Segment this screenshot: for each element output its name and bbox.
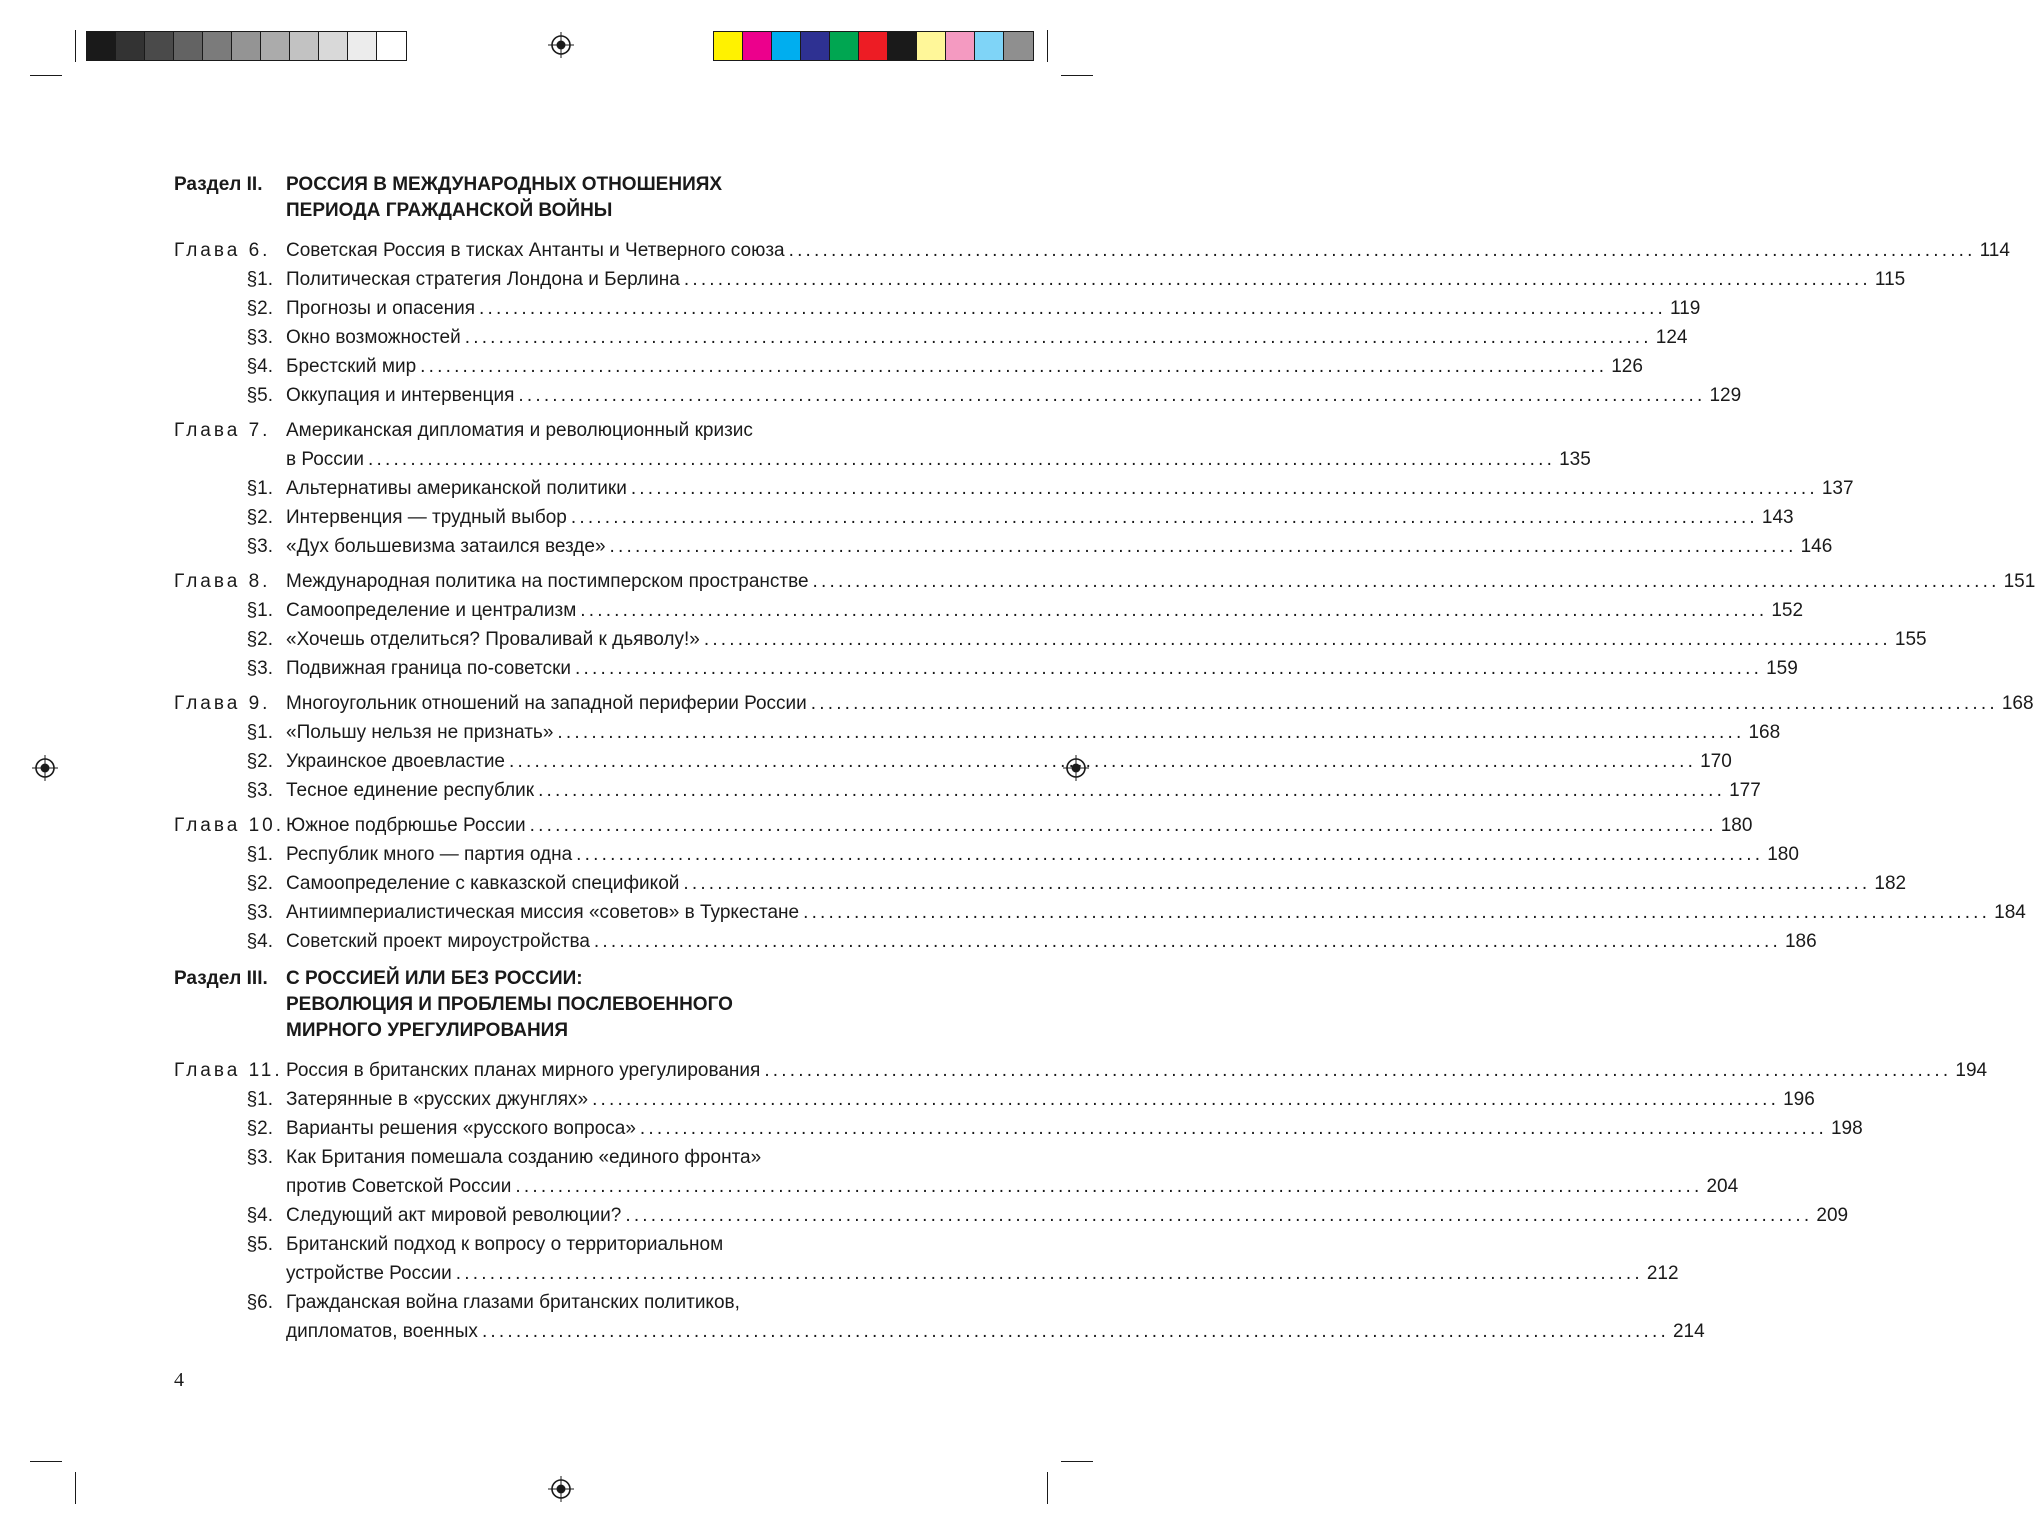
chapter-number: Глава 11. xyxy=(174,1060,283,1081)
section-title-line: ПЕРИОДА ГРАЖДАНСКОЙ ВОЙНЫ xyxy=(286,200,613,221)
entry-line xyxy=(286,1085,1815,1114)
page-ref: 143 xyxy=(1761,507,1794,528)
crop-mark-top-left-v xyxy=(75,30,76,62)
dot-leader: ............................................................................................................................................ xyxy=(812,571,2000,592)
entry-title: Советский проект мироустройства xyxy=(286,931,590,952)
gray-swatch xyxy=(377,32,406,60)
page-ref: 114 xyxy=(1979,240,2010,261)
entry-title: Антиимпериалистическая миссия «советов» в Туркестане xyxy=(286,902,800,923)
paragraph-number: §1. xyxy=(246,478,273,499)
dot-leader: ............................................................................................................................................ xyxy=(529,815,1717,836)
entry-title: Варианты решения «русского вопроса» xyxy=(286,1118,636,1139)
entry-line xyxy=(286,1056,1987,1085)
entry-body xyxy=(286,840,1799,869)
dot-leader: ............................................................................................................................................ xyxy=(368,449,1556,470)
entry-body xyxy=(286,532,1832,561)
dot-leader: ............................................................................................................................................ xyxy=(538,780,1726,801)
dot-leader: ............................................................................................................................................ xyxy=(625,1205,1813,1226)
paragraph-number: §3. xyxy=(246,902,273,923)
dot-leader: ............................................................................................................................................ xyxy=(803,902,1991,923)
entry-line xyxy=(286,236,2010,265)
gray-swatch xyxy=(232,32,261,60)
paragraph-number: §2. xyxy=(246,751,273,772)
crop-mark-bottom-right-v xyxy=(1047,1472,1048,1504)
entry-title: Окно возможностей xyxy=(286,327,461,348)
paragraph-number: §1. xyxy=(246,600,273,621)
dot-leader: ............................................................................................................................................ xyxy=(764,1060,1952,1081)
paragraph-number: §5. xyxy=(246,385,273,406)
page-ref: 198 xyxy=(1830,1118,1863,1139)
entry-line xyxy=(286,1201,1848,1230)
paragraph-number: §3. xyxy=(246,658,273,679)
gray-swatch xyxy=(290,32,319,60)
paragraph-entry[interactable] xyxy=(174,381,1742,410)
paragraph-number: §4. xyxy=(246,1205,273,1226)
entry-line xyxy=(286,869,1906,898)
entry-line xyxy=(286,898,2026,927)
paragraph-entry[interactable] xyxy=(174,474,1854,503)
dot-leader: ............................................................................................................................................ xyxy=(810,693,1998,714)
paragraph-entry[interactable] xyxy=(174,776,1761,805)
paragraph-entry[interactable] xyxy=(174,898,2026,927)
crop-mark-bottom-right-h xyxy=(1061,1461,1093,1462)
entry-title: Затерянные в «русских джунглях» xyxy=(286,1089,589,1110)
entry-body xyxy=(286,1085,1815,1114)
registration-mark-icon xyxy=(548,1476,574,1502)
entry-body xyxy=(286,718,1780,747)
entry-line xyxy=(286,416,1591,445)
color-swatch xyxy=(859,32,888,60)
gray-swatch xyxy=(319,32,348,60)
paragraph-entry[interactable] xyxy=(174,294,1701,323)
entry-title: Подвижная граница по-советски xyxy=(286,658,572,679)
chapter-number: Глава 10. xyxy=(174,815,285,836)
entry-line xyxy=(286,927,1817,956)
paragraph-number: §6. xyxy=(246,1292,273,1313)
entry-body xyxy=(286,1230,1679,1288)
entry-title: Альтернативы американской политики xyxy=(286,478,627,499)
entry-title: Оккупация и интервенция xyxy=(286,385,515,406)
page-ref: 168 xyxy=(2001,693,2034,714)
entry-body xyxy=(286,898,2026,927)
entry-title: устройстве России xyxy=(286,1263,452,1284)
entry-line xyxy=(286,567,2035,596)
page-ref: 135 xyxy=(1559,449,1591,470)
entry-title: против Советской России xyxy=(286,1176,512,1197)
paragraph-entry[interactable] xyxy=(174,323,1688,352)
crop-mark-bottom-left-h xyxy=(30,1461,62,1462)
entry-title: Следующий акт мировой революции? xyxy=(286,1205,622,1226)
paragraph-entry[interactable] xyxy=(174,927,1817,956)
entry-title: Тесное единение республик xyxy=(286,780,535,801)
page-ref: 151 xyxy=(2003,571,2035,592)
gray-swatch xyxy=(116,32,145,60)
page-ref: 209 xyxy=(1816,1205,1849,1226)
entry-title: Многоугольник отношений на западной периферии России xyxy=(286,693,807,714)
page-ref: 159 xyxy=(1766,658,1798,679)
entry-title: Республик много — партия одна xyxy=(286,844,573,865)
gray-swatch xyxy=(348,32,377,60)
grayscale-color-bar xyxy=(86,31,407,61)
dot-leader: ............................................................................................................................................ xyxy=(576,844,1764,865)
page-ref: 115 xyxy=(1874,269,1906,290)
paragraph-entry[interactable] xyxy=(174,596,1804,625)
section-title xyxy=(286,172,948,224)
dot-leader: ............................................................................................................................................ xyxy=(509,751,1697,772)
section-label: Раздел III. xyxy=(174,968,268,989)
entry-body xyxy=(286,1114,1863,1143)
color-swatch xyxy=(714,32,743,60)
entry-title: Американская дипломатия и революционный кризис xyxy=(286,420,753,441)
paragraph-number: §1. xyxy=(246,1089,273,1110)
chapter-number: Глава 8. xyxy=(174,571,271,592)
entry-line xyxy=(286,474,1854,503)
entry-body xyxy=(286,474,1854,503)
entry-body xyxy=(286,1201,1848,1230)
paragraph-entry[interactable] xyxy=(174,654,1798,683)
dot-leader: ............................................................................................................................................ xyxy=(515,1176,1703,1197)
entry-title: Самоопределение и централизм xyxy=(286,600,577,621)
page-ref: 152 xyxy=(1771,600,1804,621)
chapter-entry[interactable] xyxy=(174,689,2034,718)
page-ref: 204 xyxy=(1706,1176,1739,1197)
dot-leader: ............................................................................................................................................ xyxy=(464,327,1652,348)
entry-line xyxy=(286,1317,1705,1346)
entry-body xyxy=(286,869,1906,898)
gray-swatch xyxy=(174,32,203,60)
entry-body xyxy=(286,927,1817,956)
entry-title: Россия в британских планах мирного урегулирования xyxy=(286,1060,761,1081)
entry-title: в России xyxy=(286,449,365,470)
chapter-number: Глава 9. xyxy=(174,693,271,714)
page-ref: 155 xyxy=(1894,629,1927,650)
page-ref: 119 xyxy=(1670,298,1701,319)
color-swatch xyxy=(888,32,917,60)
entry-line xyxy=(286,1230,1679,1259)
dot-leader: ............................................................................................................................................ xyxy=(788,240,1976,261)
chapter-entry[interactable] xyxy=(174,1056,1988,1085)
gray-swatch xyxy=(87,32,116,60)
entry-line xyxy=(286,840,1799,869)
section-title-line: РЕВОЛЮЦИЯ И ПРОБЛЕМЫ ПОСЛЕВОЕННОГО xyxy=(286,994,733,1015)
paragraph-entry[interactable] xyxy=(174,718,1781,747)
entry-body xyxy=(286,596,1803,625)
entry-line xyxy=(286,294,1700,323)
section-heading xyxy=(174,966,948,1044)
color-swatch xyxy=(772,32,801,60)
paragraph-number: §3. xyxy=(246,1147,273,1168)
color-swatch xyxy=(975,32,1004,60)
entry-line xyxy=(286,776,1761,805)
paragraph-entry[interactable] xyxy=(174,532,1833,561)
page-ref: 177 xyxy=(1729,780,1761,801)
paragraph-number: §4. xyxy=(246,931,273,952)
page-ref: 126 xyxy=(1611,356,1643,377)
color-swatch xyxy=(1004,32,1033,60)
entry-body xyxy=(286,323,1687,352)
entry-body xyxy=(286,1056,1987,1085)
dot-leader: ............................................................................................................................................ xyxy=(639,1118,1827,1139)
dot-leader: ............................................................................................................................................ xyxy=(481,1321,1669,1342)
entry-title: «Польшу нельзя не признать» xyxy=(286,722,554,743)
chapter-entry[interactable] xyxy=(174,236,2010,265)
page-ref: 146 xyxy=(1800,536,1833,557)
paragraph-number: §2. xyxy=(246,629,273,650)
entry-title: Британский подход к вопросу о территориальном xyxy=(286,1234,724,1255)
dot-leader: ............................................................................................................................................ xyxy=(557,722,1745,743)
dot-leader: ............................................................................................................................................ xyxy=(683,269,1871,290)
entry-line xyxy=(286,381,1741,410)
paragraph-entry[interactable] xyxy=(174,503,1794,532)
entry-line xyxy=(286,1259,1679,1288)
gray-swatch xyxy=(145,32,174,60)
dot-leader: ............................................................................................................................................ xyxy=(593,931,1781,952)
paragraph-entry[interactable] xyxy=(174,352,1643,381)
entry-body xyxy=(286,294,1700,323)
crop-mark-bottom-left-v xyxy=(75,1472,76,1504)
entry-body xyxy=(286,236,2010,265)
registration-mark-icon xyxy=(32,755,58,781)
entry-line xyxy=(286,1143,1738,1172)
entry-body xyxy=(286,503,1794,532)
paragraph-number: §2. xyxy=(246,873,273,894)
paragraph-entry[interactable] xyxy=(174,1201,1849,1230)
dot-leader: ............................................................................................................................................ xyxy=(479,298,1667,319)
process-color-bar xyxy=(713,31,1034,61)
dot-leader: ............................................................................................................................................ xyxy=(420,356,1608,377)
entry-body xyxy=(286,265,1905,294)
color-swatch xyxy=(917,32,946,60)
page-ref: 186 xyxy=(1784,931,1817,952)
paragraph-number: §5. xyxy=(246,1234,273,1255)
entry-line xyxy=(286,747,1732,776)
entry-body xyxy=(286,689,2034,718)
entry-title: «Дух большевизма затаился везде» xyxy=(286,536,606,557)
paragraph-number: §1. xyxy=(246,844,273,865)
entry-line xyxy=(286,532,1832,561)
paragraph-entry[interactable] xyxy=(174,1143,1739,1201)
page-number: 4 xyxy=(174,1369,184,1391)
entry-body xyxy=(286,352,1643,381)
paragraph-entry[interactable] xyxy=(174,1288,1705,1346)
entry-body xyxy=(286,1143,1738,1201)
crop-mark-top-right-h xyxy=(1061,75,1093,76)
color-swatch xyxy=(830,32,859,60)
entry-title: «Хочешь отделиться? Проваливай к дьяволу!» xyxy=(286,629,700,650)
paragraph-number: §4. xyxy=(246,356,273,377)
section-title xyxy=(286,966,948,1044)
entry-title: Гражданская война глазами британских политиков, xyxy=(286,1292,740,1313)
entry-title: дипломатов, военных xyxy=(286,1321,478,1342)
crop-mark-top-left-h xyxy=(30,75,62,76)
page-ref: 212 xyxy=(1646,1263,1679,1284)
paragraph-entry[interactable] xyxy=(174,625,1927,654)
paragraph-number: §2. xyxy=(246,1118,273,1139)
entry-title: Международная политика на постимперском пространстве xyxy=(286,571,809,592)
entry-line xyxy=(286,445,1591,474)
paragraph-entry[interactable] xyxy=(174,747,1732,776)
section-title-line: РОССИЯ В МЕЖДУНАРОДНЫХ ОТНОШЕНИЯХ xyxy=(286,174,723,195)
entry-body xyxy=(286,625,1927,654)
entry-title: Южное подбрюшье России xyxy=(286,815,526,836)
entry-body xyxy=(286,654,1798,683)
entry-line xyxy=(286,1172,1738,1201)
page-ref: 129 xyxy=(1709,385,1742,406)
entry-line xyxy=(286,625,1927,654)
paragraph-number: §3. xyxy=(246,327,273,348)
dot-leader: ............................................................................................................................................ xyxy=(455,1263,1643,1284)
entry-line xyxy=(286,503,1794,532)
paragraph-number: §1. xyxy=(246,269,273,290)
chapter-entry[interactable] xyxy=(174,567,2035,596)
page-ref: 184 xyxy=(1994,902,2026,923)
page-ref: 168 xyxy=(1748,722,1781,743)
paragraph-number: §1. xyxy=(246,722,273,743)
entry-body xyxy=(286,747,1732,776)
entry-body xyxy=(286,811,1752,840)
paragraph-entry[interactable] xyxy=(174,1085,1815,1114)
table-of-contents xyxy=(174,172,2035,1346)
entry-line xyxy=(286,265,1905,294)
paragraph-entry[interactable] xyxy=(174,265,1906,294)
section-heading xyxy=(174,172,948,224)
dot-leader: ............................................................................................................................................ xyxy=(592,1089,1780,1110)
entry-line xyxy=(286,1288,1705,1317)
color-swatch xyxy=(743,32,772,60)
gray-swatch xyxy=(261,32,290,60)
section-title-line: МИРНОГО УРЕГУЛИРОВАНИЯ xyxy=(286,1020,568,1041)
entry-line xyxy=(286,352,1643,381)
gray-swatch xyxy=(203,32,232,60)
crop-mark-top-right-v xyxy=(1047,30,1048,62)
chapter-number: Глава 6. xyxy=(174,240,271,261)
page-ref: 124 xyxy=(1655,327,1688,348)
paragraph-entry[interactable] xyxy=(174,1114,1863,1143)
paragraph-number: §2. xyxy=(246,507,273,528)
entry-body xyxy=(286,381,1741,410)
entry-body xyxy=(286,1288,1705,1346)
page-ref: 196 xyxy=(1783,1089,1815,1110)
paragraph-entry[interactable] xyxy=(174,840,1799,869)
entry-body xyxy=(286,776,1761,805)
entry-line xyxy=(286,323,1687,352)
page-ref: 214 xyxy=(1672,1321,1705,1342)
color-swatch xyxy=(801,32,830,60)
page-ref: 180 xyxy=(1767,844,1799,865)
dot-leader: ............................................................................................................................................ xyxy=(580,600,1768,621)
color-swatch xyxy=(946,32,975,60)
paragraph-number: §3. xyxy=(246,536,273,557)
paragraph-number: §2. xyxy=(246,298,273,319)
chapter-entry[interactable] xyxy=(174,416,1591,474)
entry-body xyxy=(286,567,2035,596)
page-ref: 182 xyxy=(1874,873,1907,894)
entry-title: Прогнозы и опасения xyxy=(286,298,475,319)
chapter-entry[interactable] xyxy=(174,811,1753,840)
paragraph-entry[interactable] xyxy=(174,869,1907,898)
dot-leader: ............................................................................................................................................ xyxy=(630,478,1818,499)
entry-line xyxy=(286,1114,1863,1143)
dot-leader: ............................................................................................................................................ xyxy=(683,873,1871,894)
entry-title: Политическая стратегия Лондона и Берлина xyxy=(286,269,680,290)
entry-body xyxy=(286,416,1591,474)
page-ref: 194 xyxy=(1955,1060,1988,1081)
dot-leader: ............................................................................................................................................ xyxy=(575,658,1763,679)
entry-title: Украинское двоевластие xyxy=(286,751,506,772)
dot-leader: ............................................................................................................................................ xyxy=(703,629,1891,650)
section-label: Раздел II. xyxy=(174,174,263,195)
dot-leader: ............................................................................................................................................ xyxy=(570,507,1758,528)
entry-line xyxy=(286,718,1780,747)
entry-title: Интервенция — трудный выбор xyxy=(286,507,567,528)
chapter-number: Глава 7. xyxy=(174,420,271,441)
entry-line xyxy=(286,596,1803,625)
section-title-line: С РОССИЕЙ ИЛИ БЕЗ РОССИИ: xyxy=(286,968,583,989)
page-ref: 170 xyxy=(1700,751,1732,772)
entry-title: Брестский мир xyxy=(286,356,417,377)
entry-line xyxy=(286,811,1752,840)
entry-title: Как Британия помешала созданию «единого фронта» xyxy=(286,1147,762,1168)
registration-mark-icon xyxy=(548,32,574,58)
dot-leader: ............................................................................................................................................ xyxy=(609,536,1797,557)
paragraph-number: §3. xyxy=(246,780,273,801)
entry-title: Советская Россия в тисках Антанты и Четверного союза xyxy=(286,240,785,261)
entry-title: Самоопределение с кавказской спецификой xyxy=(286,873,680,894)
page-ref: 137 xyxy=(1821,478,1854,499)
page-ref: 180 xyxy=(1720,815,1753,836)
paragraph-entry[interactable] xyxy=(174,1230,1679,1288)
dot-leader: ............................................................................................................................................ xyxy=(518,385,1706,406)
entry-line xyxy=(286,654,1798,683)
entry-line xyxy=(286,689,2034,718)
